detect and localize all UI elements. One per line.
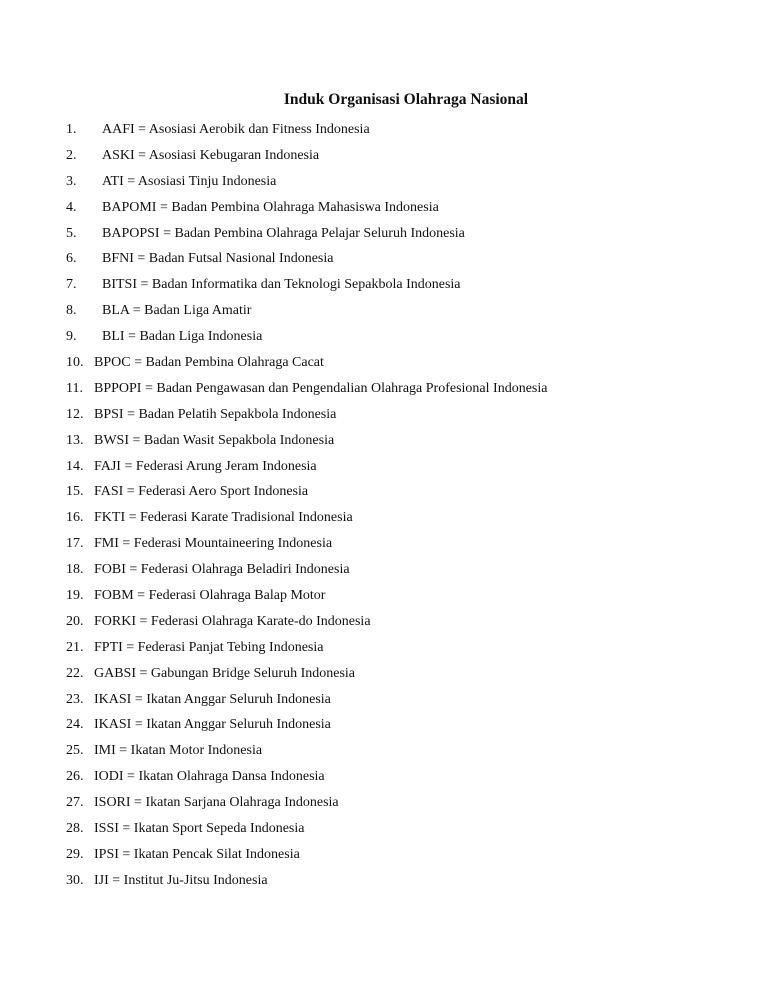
list-item	[66, 275, 547, 301]
item-number: 5.	[66, 225, 77, 241]
item-text: FPTI = Federasi Panjat Tebing Indonesia	[94, 639, 324, 655]
item-number: 9.	[66, 329, 77, 345]
list-item	[66, 172, 547, 198]
list-item	[66, 120, 547, 146]
list-item	[66, 819, 547, 845]
item-number: 8.	[66, 303, 77, 319]
item-number: 25.	[66, 743, 84, 759]
item-text: FORKI = Federasi Olahraga Karate-do Indonesia	[94, 613, 371, 629]
list-item	[66, 457, 547, 483]
item-number: 7.	[66, 277, 77, 293]
item-text: ATI = Asosiasi Tinju Indonesia	[102, 173, 277, 189]
item-text: FASI = Federasi Aero Sport Indonesia	[94, 484, 309, 500]
item-number: 27.	[66, 795, 84, 811]
item-text: BITSI = Badan Informatika dan Teknologi Sepakbola Indonesia	[102, 277, 461, 293]
list-item	[66, 327, 547, 353]
item-text: AAFI = Asosiasi Aerobik dan Fitness Indonesia	[102, 122, 370, 137]
item-number: 24.	[66, 717, 84, 733]
item-text: BLA = Badan Liga Amatir	[102, 303, 252, 319]
item-text: FMI = Federasi Mountaineering Indonesia	[94, 536, 333, 552]
item-number: 3.	[66, 173, 77, 189]
item-number: 1.	[66, 122, 77, 137]
item-number: 15.	[66, 484, 84, 500]
list-item	[66, 767, 547, 793]
item-text: IJI = Institut Ju-Jitsu Indonesia	[94, 872, 268, 888]
item-text: BWSI = Badan Wasit Sepakbola Indonesia	[94, 432, 335, 448]
item-number: 18.	[66, 562, 84, 578]
item-number: 16.	[66, 510, 84, 526]
item-text: ISSI = Ikatan Sport Sepeda Indonesia	[94, 821, 305, 837]
item-number: 22.	[66, 665, 84, 681]
list-item	[66, 845, 547, 871]
item-number: 30.	[66, 872, 84, 888]
item-text: BPPOPI = Badan Pengawasan dan Pengendalian Olahraga Profesional Indonesia	[94, 380, 548, 396]
item-text: FOBI = Federasi Olahraga Beladiri Indonesia	[94, 562, 350, 578]
item-number: 12.	[66, 406, 84, 422]
list-item	[66, 431, 547, 457]
list-item	[66, 405, 547, 431]
item-text: IKASI = Ikatan Anggar Seluruh Indonesia	[94, 691, 331, 707]
organization-list	[66, 120, 547, 897]
item-text: BFNI = Badan Futsal Nasional Indonesia	[102, 251, 334, 267]
list-item	[66, 301, 547, 327]
item-number: 21.	[66, 639, 84, 655]
item-text: IODI = Ikatan Olahraga Dansa Indonesia	[94, 769, 325, 785]
item-text: BAPOMI = Badan Pembina Olahraga Mahasiswa Indonesia	[102, 199, 439, 215]
list-item	[66, 249, 547, 275]
item-number: 6.	[66, 251, 77, 267]
list-item	[66, 146, 547, 172]
item-number: 4.	[66, 199, 77, 215]
item-text: IKASI = Ikatan Anggar Seluruh Indonesia	[94, 717, 331, 733]
list-item	[66, 560, 547, 586]
item-number: 2.	[66, 147, 77, 163]
item-number: 13.	[66, 432, 84, 448]
item-text: GABSI = Gabungan Bridge Seluruh Indonesia	[94, 665, 356, 681]
item-text: FKTI = Federasi Karate Tradisional Indonesia	[94, 510, 353, 526]
item-number: 19.	[66, 588, 84, 604]
item-number: 28.	[66, 821, 84, 837]
list-item	[66, 482, 547, 508]
list-item	[66, 871, 547, 897]
item-text: ASKI = Asosiasi Kebugaran Indonesia	[102, 147, 320, 163]
item-number: 14.	[66, 458, 84, 474]
list-item	[66, 715, 547, 741]
item-text: BPSI = Badan Pelatih Sepakbola Indonesia	[94, 406, 337, 422]
list-item	[66, 741, 547, 767]
item-number: 11.	[66, 380, 83, 396]
item-number: 23.	[66, 691, 84, 707]
list-item	[66, 508, 547, 534]
item-text: IMI = Ikatan Motor Indonesia	[94, 743, 263, 759]
item-text: IPSI = Ikatan Pencak Silat Indonesia	[94, 846, 300, 862]
item-text: FOBM = Federasi Olahraga Balap Motor	[94, 588, 326, 604]
item-text: FAJI = Federasi Arung Jeram Indonesia	[94, 458, 317, 474]
list-item	[66, 534, 547, 560]
list-item	[66, 612, 547, 638]
item-text: BPOC = Badan Pembina Olahraga Cacat	[94, 355, 324, 371]
list-item	[66, 793, 547, 819]
item-text: ISORI = Ikatan Sarjana Olahraga Indonesia	[94, 795, 339, 811]
list-item	[66, 353, 547, 379]
item-text: BLI = Badan Liga Indonesia	[102, 329, 263, 345]
item-number: 29.	[66, 846, 84, 862]
list-item	[66, 638, 547, 664]
list-item	[66, 379, 547, 405]
list-item	[66, 198, 547, 224]
item-text: BAPOPSI = Badan Pembina Olahraga Pelajar Seluruh Indonesia	[102, 225, 465, 241]
list-item	[66, 586, 547, 612]
list-item	[66, 690, 547, 716]
item-number: 10.	[66, 355, 84, 371]
list-item	[66, 224, 547, 250]
document-title: Induk Organisasi Olahraga Nasional	[283, 91, 529, 108]
item-number: 20.	[66, 613, 84, 629]
list-item	[66, 664, 547, 690]
item-number: 17.	[66, 536, 84, 552]
item-number: 26.	[66, 769, 84, 785]
